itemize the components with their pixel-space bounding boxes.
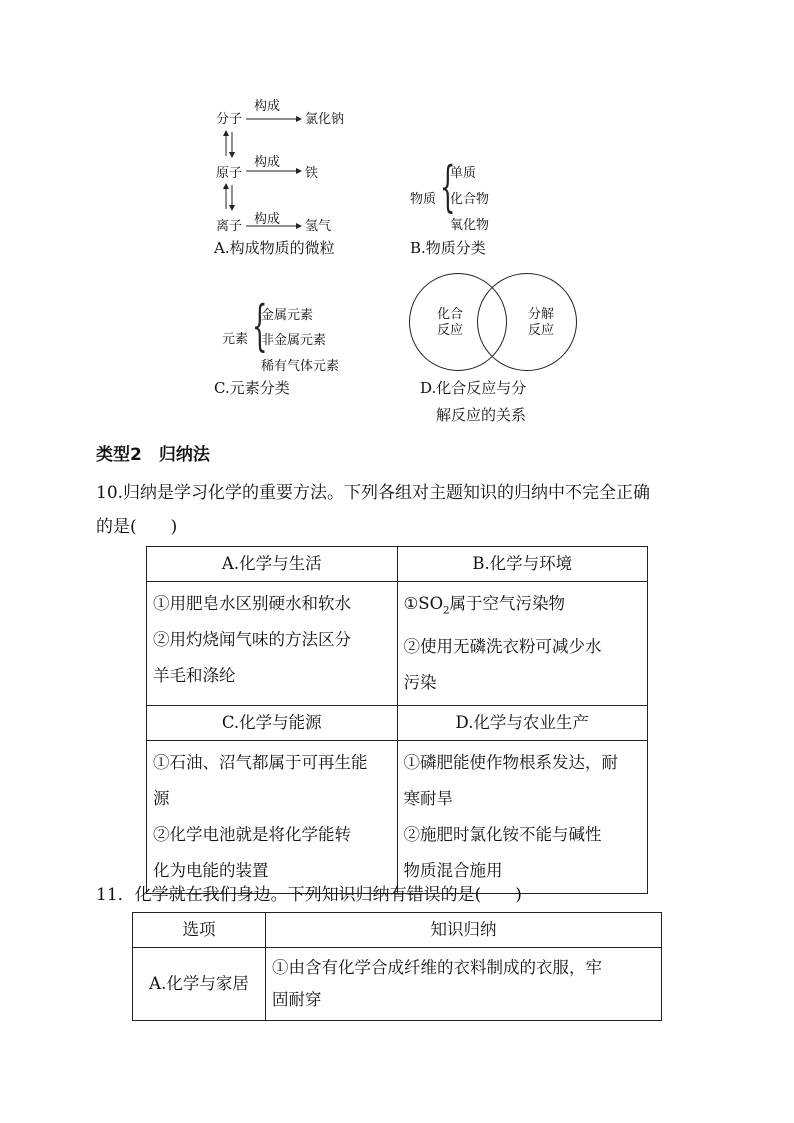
q10-option-c-line-4: 化为电能的装置 <box>153 861 269 881</box>
diagram-c-caption: C.元素分类 <box>214 379 290 397</box>
q10-option-d-title: D.化学与农业生产 <box>397 706 648 741</box>
diagram-d-right-label-1: 分解 <box>528 307 555 322</box>
q10-option-b-line-1 <box>404 586 642 629</box>
diagram-a-label-1: 构成 <box>254 99 281 114</box>
q10-option-d-content <box>397 741 648 894</box>
q10-option-d-line-4: 物质混合施用 <box>403 861 503 881</box>
diagram-b-root: 物质 <box>410 192 437 207</box>
q10-option-b-line-2: ②使用无磷洗衣粉可减少水 <box>403 637 602 657</box>
diagram-d-caption-1: D.化合反应与分 <box>420 379 527 397</box>
q10-stem-line-1: 10.归纳是学习化学的重要方法。下列各组对主题知识的归纳中不完全正确 <box>96 483 651 503</box>
q10-option-b-so: ①SO <box>403 594 444 613</box>
q10-option-c-line-2: 源 <box>153 789 170 809</box>
diagram-c-item-2: 非金属元素 <box>261 333 327 348</box>
diagram-a-label-3: 构成 <box>254 212 281 227</box>
q11-row-option: A.化学与家居 <box>133 948 266 1021</box>
diagram-a-updown-arrow-1 <box>222 130 236 158</box>
diagram-b-item-1: 单质 <box>450 166 477 181</box>
q10-option-c-line-1: ①石油、沼气都属于可再生能 <box>153 753 368 773</box>
q10-option-a-line-1: ①用肥皂水区别硬水和软水 <box>153 594 351 613</box>
diagram-a-updown-arrow-2 <box>222 183 236 211</box>
diagram-d-left-label-2: 反应 <box>437 323 464 338</box>
diagram-a-iron: 铁 <box>305 166 319 181</box>
diagram-b-item-3: 氧化物 <box>450 218 490 233</box>
q11-stem: 11．化学就在我们身边。下列知识归纳有错误的是( ) <box>96 885 522 905</box>
diagram-a-label-2: 构成 <box>254 155 281 170</box>
q10-option-b-content <box>397 582 648 706</box>
q11-header-option: 选项 <box>133 913 266 948</box>
diagram-a-nacl: 氯化钠 <box>305 112 345 127</box>
diagram-a-arrow-1 <box>246 116 302 124</box>
diagram-b-caption: B.物质分类 <box>410 239 486 257</box>
diagram-d-caption-2: 解反应的关系 <box>436 406 527 424</box>
diagram-c-root: 元素 <box>222 332 249 347</box>
q10-option-d-line-3: ②施肥时氯化铵不能与碱性 <box>403 825 602 845</box>
diagram-c-brace: { <box>252 294 268 357</box>
q11-row-summary <box>266 948 662 1021</box>
diagram-d-left-label-1: 化合 <box>437 307 464 322</box>
q10-option-a-line-2: ②用灼烧闻气味的方法区分 <box>153 630 351 649</box>
q10-option-d-line-2: 寒耐旱 <box>403 789 453 809</box>
q10-option-c-line-3: ②化学电池就是将化学能转 <box>153 825 351 845</box>
q10-option-b-pollutant: 属于空气污染物 <box>449 594 565 613</box>
q10-option-d-line-1: ①磷肥能使作物根系发达，耐 <box>403 753 618 773</box>
q10-option-a-line-3: 羊毛和涤纶 <box>153 666 236 685</box>
diagram-c-item-3: 稀有气体元素 <box>261 359 340 374</box>
q11-row-line-1: ①由含有化学合成纤维的衣料制成的衣服，牢 <box>272 958 602 977</box>
q10-option-a-title: A.化学与生活 <box>147 547 398 582</box>
diagram-a-atom: 原子 <box>216 166 243 181</box>
q10-option-c-title: C.化学与能源 <box>147 706 398 741</box>
diagram-a-ion: 离子 <box>216 219 243 234</box>
diagram-c-item-1: 金属元素 <box>261 308 314 323</box>
q10-stem-line-2: 的是( ) <box>96 517 178 537</box>
diagram-a-hydrogen: 氢气 <box>305 219 332 234</box>
q11-header-summary: 知识归纳 <box>266 913 662 948</box>
diagram-b-item-2: 化合物 <box>450 192 490 207</box>
q10-option-c-content <box>147 741 398 894</box>
q10-option-b-line-3: 污染 <box>403 673 437 693</box>
q10-table <box>146 546 648 894</box>
q11-table <box>132 912 662 1021</box>
diagram-a-molecule: 分子 <box>216 112 243 127</box>
q10-option-b-title: B.化学与环境 <box>397 547 648 582</box>
diagram-b-brace: { <box>440 155 456 218</box>
diagram-a-arrow-3 <box>246 223 302 231</box>
q10-option-a-content <box>147 582 398 706</box>
diagram-d-right-circle <box>477 273 577 371</box>
diagram-d-right-label-2: 反应 <box>528 323 555 338</box>
diagram-a-caption: A.构成物质的微粒 <box>214 239 335 257</box>
q11-row-line-2: 固耐穿 <box>272 990 322 1009</box>
q10-option-b-subscript: 2 <box>443 605 450 617</box>
section-heading: 类型2 归纳法 <box>96 445 210 465</box>
diagram-a-arrow-2 <box>246 168 302 176</box>
